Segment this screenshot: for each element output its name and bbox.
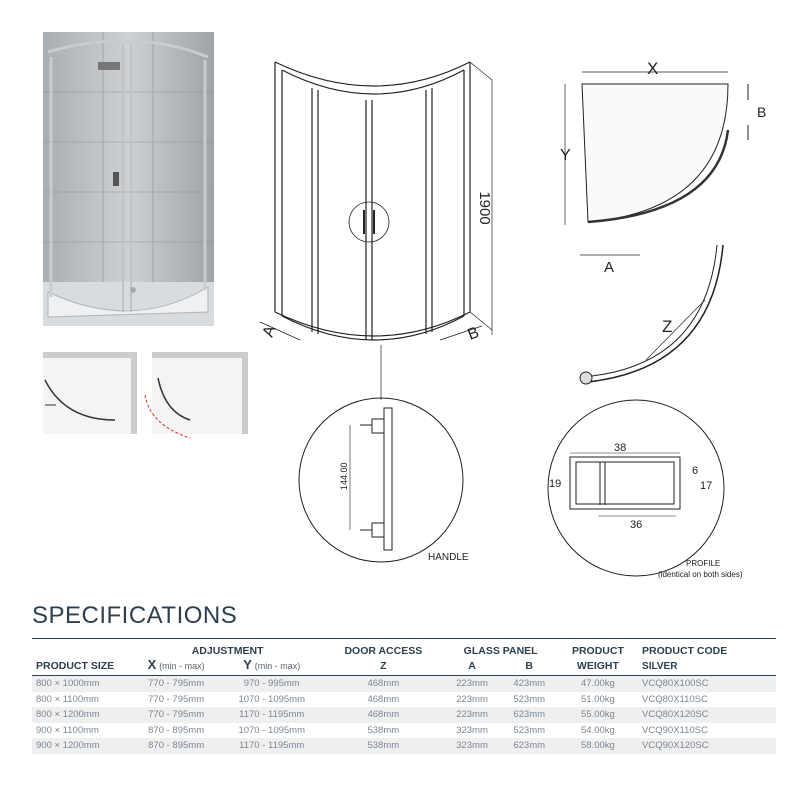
profile-detail bbox=[548, 400, 724, 576]
front-label-b: B bbox=[465, 324, 482, 344]
cell-code: VCQ80X120SC bbox=[638, 707, 776, 723]
profile-dim-top: 38 bbox=[614, 442, 627, 454]
cell-size: 900 × 1100mm bbox=[36, 724, 99, 736]
header-product-size: PRODUCT SIZE bbox=[36, 660, 115, 672]
cell-x: 870 - 895mm bbox=[148, 724, 205, 736]
cell-code: VCQ90X110SC bbox=[642, 724, 708, 736]
table-row bbox=[32, 692, 776, 708]
profile-caption: PROFILE bbox=[686, 559, 721, 568]
handle-dimension: 144.00 bbox=[339, 462, 349, 490]
header-glass-panel: GLASS PANEL bbox=[463, 645, 538, 657]
specifications-title: SPECIFICATIONS bbox=[32, 602, 238, 629]
cell-code: VCQ80X100SC bbox=[638, 676, 776, 692]
cell-z: 468mm bbox=[323, 707, 443, 723]
header-glass-a: A bbox=[468, 660, 476, 672]
cell-code: VCQ80X110SC bbox=[642, 693, 708, 705]
cell-size: 800 × 1100mm bbox=[36, 693, 99, 705]
front-elevation bbox=[260, 62, 492, 400]
header-x-letter: X bbox=[147, 657, 157, 672]
cell-size: 900 × 1200mm bbox=[32, 738, 132, 754]
header-x bbox=[132, 657, 220, 672]
cell-z: 538mm bbox=[367, 724, 400, 736]
door-opening-icons bbox=[43, 352, 248, 438]
header-y-range: (min - max) bbox=[254, 661, 301, 671]
cell-weight: 58.00kg bbox=[558, 738, 638, 754]
cell-code: VCQ90X120SC bbox=[638, 738, 776, 754]
header-y bbox=[220, 657, 323, 672]
cell-x: 770 - 795mm bbox=[132, 676, 220, 692]
height-label: 1900 bbox=[476, 191, 493, 225]
cell-z: 538mm bbox=[323, 738, 443, 754]
handle-detail bbox=[299, 398, 463, 562]
cell-x: 770 - 795mm bbox=[148, 693, 205, 705]
profile-note: (identical on both sides) bbox=[658, 570, 743, 579]
header-adjustment: ADJUSTMENT bbox=[191, 645, 264, 657]
cell-weight: 47.00kg bbox=[558, 676, 638, 692]
cell-y: 1170 - 1195mm bbox=[220, 738, 323, 754]
cell-y: 1070 - 1095mm bbox=[238, 724, 305, 736]
cell-a: 323mm bbox=[443, 738, 500, 754]
table-row bbox=[32, 723, 776, 739]
profile-dim-left: 19 bbox=[549, 478, 562, 490]
header-weight-2: WEIGHT bbox=[576, 660, 619, 672]
plan-label-a: A bbox=[604, 259, 615, 276]
cell-z: 468mm bbox=[367, 693, 400, 705]
cell-weight: 55.00kg bbox=[558, 707, 638, 723]
header-glass-b: B bbox=[525, 660, 533, 672]
cell-size: 800 × 1200mm bbox=[32, 707, 132, 723]
cell-size: 800 × 1000mm bbox=[32, 676, 132, 692]
header-code: PRODUCT CODE bbox=[642, 645, 728, 657]
handle-caption: HANDLE bbox=[428, 552, 469, 563]
profile-dim-right-a: 6 bbox=[692, 465, 699, 477]
cell-a: 223mm bbox=[443, 676, 500, 692]
cell-weight: 51.00kg bbox=[581, 693, 615, 705]
cell-y: 970 - 995mm bbox=[220, 676, 323, 692]
cell-weight: 54.00kg bbox=[581, 724, 615, 736]
plan-label-x: X bbox=[647, 59, 659, 78]
cell-x: 770 - 795mm bbox=[132, 707, 220, 723]
cell-b: 523mm bbox=[513, 724, 546, 736]
plan-label-b: B bbox=[757, 104, 767, 120]
table-row bbox=[32, 707, 776, 723]
cell-b: 523mm bbox=[513, 693, 546, 705]
cell-a: 323mm bbox=[456, 724, 488, 736]
cell-a: 223mm bbox=[443, 707, 500, 723]
header-door-access: DOOR ACCESS bbox=[344, 645, 423, 657]
profile-dim-bottom: 36 bbox=[630, 519, 643, 531]
cell-z: 468mm bbox=[323, 676, 443, 692]
plan-view bbox=[565, 72, 748, 384]
header-weight-1: PRODUCT bbox=[571, 645, 624, 657]
specifications-table bbox=[32, 638, 776, 754]
cell-b: 423mm bbox=[501, 676, 558, 692]
profile-dim-right-b: 17 bbox=[700, 480, 713, 492]
header-y-letter: Y bbox=[243, 657, 252, 672]
header-x-range: (min - max) bbox=[159, 661, 205, 671]
cell-y: 1070 - 1095mm bbox=[238, 693, 305, 705]
cell-b: 623mm bbox=[501, 707, 558, 723]
cell-a: 223mm bbox=[456, 693, 488, 705]
front-label-a: A bbox=[259, 323, 280, 340]
table-row bbox=[32, 738, 776, 754]
header-door-z: Z bbox=[380, 660, 387, 672]
cell-y: 1170 - 1195mm bbox=[220, 707, 323, 723]
table-row bbox=[32, 676, 776, 692]
header-code-sub: SILVER bbox=[642, 661, 678, 672]
cell-x: 870 - 895mm bbox=[132, 738, 220, 754]
plan-label-y: Y bbox=[560, 147, 571, 164]
plan-label-z: Z bbox=[662, 317, 673, 336]
cell-b: 623mm bbox=[501, 738, 558, 754]
